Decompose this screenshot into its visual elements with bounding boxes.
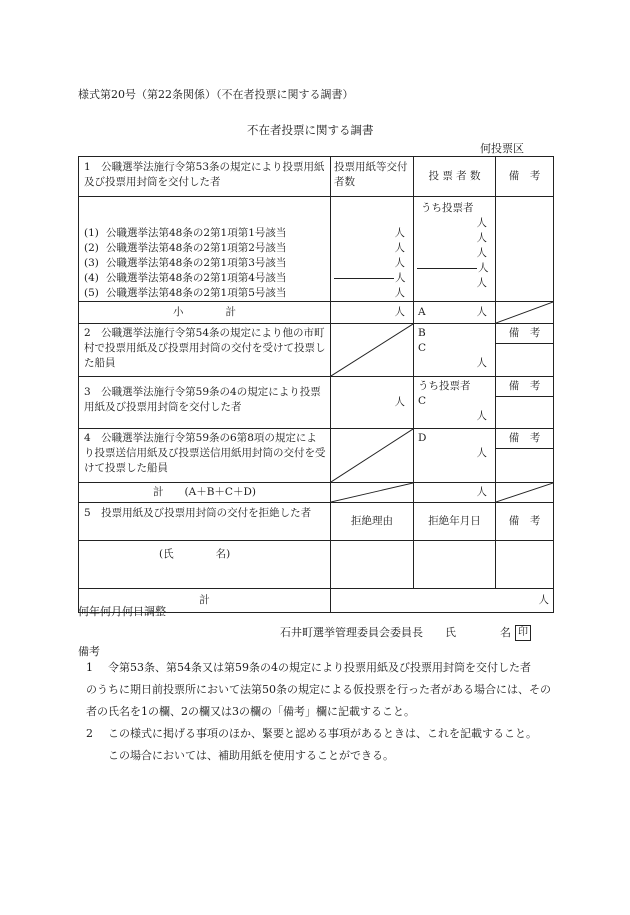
subtotal-row (79, 302, 554, 324)
section5-desc: 5 投票用紙及び投票用封筒の交付を拒絶した者 (79, 503, 331, 541)
note-item-1: 1 令第53条、第54条又は第59条の4の規定により投票用紙及び投票用封筒を交付した者 のうちに期日前投票所において法第50条の規定による仮投票を行った者がある場合には、その者の氏名を1の欄、2の欄又は3の欄の「備考」欄に記載すること。 (86, 661, 551, 718)
list-item: (2) 公職選挙法第48条の2第1項第2号該当 (84, 242, 287, 254)
section4-issued-diagonal (331, 429, 414, 483)
section5-remarks-cell (496, 541, 554, 589)
subtotal-label: 小 計 (79, 302, 331, 324)
section2-desc: 2 公職選挙法施行令第54条の規定により他の市町村で投票用紙及び投票用封筒の交付を受けて投票した船員 (79, 324, 331, 377)
section1-issued-col: 人 人 人 人 人 (331, 197, 414, 302)
seal-stamp: 印 (515, 625, 531, 641)
section2-voters: B C 人 (414, 324, 496, 377)
letter-a: A (418, 306, 426, 318)
section1-item-list (79, 197, 331, 302)
prepared-date: 何年何月何日調整 (78, 605, 166, 618)
section5-header-row (79, 503, 554, 541)
section5-remarks-header: 備 考 (496, 503, 554, 541)
total-label: 計 (A＋B＋C＋D) (79, 483, 331, 503)
section5-reason-cell (331, 541, 414, 589)
header-issued: 投票用紙等交付者数 (331, 157, 414, 197)
subtotal-voters: A 人 (414, 302, 496, 324)
header-desc: 1 公職選挙法施行令第53条の規定により投票用紙及び投票用封筒を交付した者 (79, 157, 331, 197)
section1-voters-col: うち投票者 人 人 人 人 人 (414, 197, 496, 302)
header-remarks: 備 考 (496, 157, 554, 197)
subtotal-issued-unit: 人 (331, 302, 414, 324)
section3-voters: うち投票者 C 人 (414, 377, 496, 429)
document-title: 不在者投票に関する調書 (247, 123, 374, 137)
section2-remarks (496, 324, 554, 377)
voting-district: 何投票区 (480, 142, 524, 155)
section5-name-row (79, 541, 554, 589)
signer-name: 石井町選挙管理委員会委員長 氏 名 (280, 626, 511, 639)
final-total-unit: 人 (331, 589, 554, 613)
remarks-label: 備 考 (508, 327, 541, 339)
section4-row (79, 429, 554, 483)
section5-name-label: (氏 名) (79, 541, 331, 589)
total-voters-unit: 人 (414, 483, 496, 503)
subtotal-remarks-diagonal (496, 302, 554, 324)
table-header-row (79, 157, 554, 197)
section3-desc: 3 公職選挙法施行令第59条の4の規定により投票用紙及び投票用封筒を交付した者 (79, 377, 331, 429)
total-row (79, 483, 554, 503)
section5-date-header: 拒絶年月日 (414, 503, 496, 541)
section3-issued-unit: 人 (331, 377, 414, 429)
section5-reason-header: 拒絶理由 (331, 503, 414, 541)
list-item: (1) 公職選挙法第48条の2第1項第1号該当 (84, 227, 287, 239)
list-item: (4) 公職選挙法第48条の2第1項第4号該当 (84, 272, 287, 284)
section2-issued-diagonal (331, 324, 414, 377)
absentee-voting-table (78, 156, 554, 613)
total-remarks-diagonal (496, 483, 554, 503)
total-issued-diagonal (331, 483, 414, 503)
final-total-label: 計 (79, 589, 331, 613)
section4-voters: D 人 (414, 429, 496, 483)
section4-desc: 4 公職選挙法施行令第59条の6第8項の規定により投票送信用紙及び投票送信用紙用封筒の交付を受けて投票した船員 (79, 429, 331, 483)
list-item: (5) 公職選挙法第48条の2第1項第5号該当 (84, 287, 287, 299)
note-item-2: 2 この様式に掲げる事項のほか、緊要と認める事項があるときは、これを記載すること。 この場合においては、補助用紙を使用することができる。 (86, 727, 537, 762)
list-item: (3) 公職選挙法第48条の2第1項第3号該当 (84, 257, 287, 269)
section2-row (79, 324, 554, 377)
section3-remarks (496, 377, 554, 429)
notes-title: 備考 (78, 645, 100, 658)
remarks-label: 備 考 (508, 380, 541, 392)
signer-line (280, 624, 531, 641)
remarks-label: 備 考 (508, 432, 541, 444)
section5-date-cell (414, 541, 496, 589)
form-number: 様式第20号（第22条関係）（不在者投票に関する調書） (78, 88, 354, 101)
header-voters: 投 票 者 数 (414, 157, 496, 197)
section3-row (79, 377, 554, 429)
section1-items-row (79, 197, 554, 302)
section1-remarks (496, 197, 554, 302)
section4-remarks (496, 429, 554, 483)
